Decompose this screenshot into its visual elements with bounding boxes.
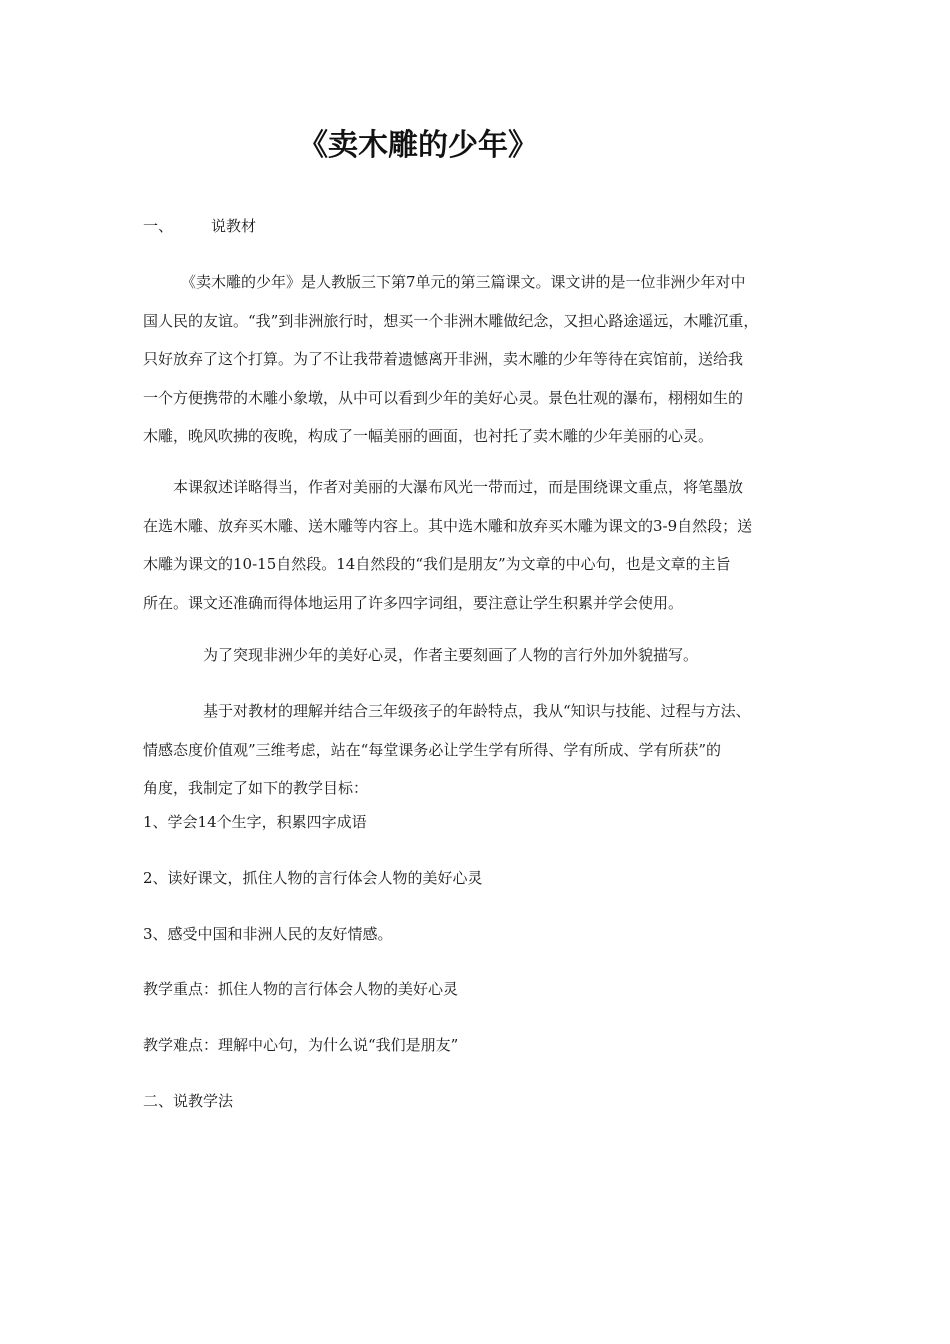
paragraph-line: 角度，我制定了如下的教学目标： <box>143 779 369 797</box>
goal-item: 1、学会14个生字，积累四字成语 <box>143 813 367 831</box>
paragraph-teaching-goals-intro <box>143 692 811 808</box>
section-heading-textbook <box>143 216 256 236</box>
paragraph-line: 木雕为课文的10-15自然段。14自然段的“我们是朋友”为文章的中心句，也是文章的主旨 <box>143 555 731 573</box>
teaching-difficulty: 教学难点：理解中心句，为什么说“我们是朋友” <box>143 1036 459 1054</box>
paragraph-line: 木雕，晚风吹拂的夜晚，构成了一幅美丽的画面，也衬托了卖木雕的少年美丽的心灵。 <box>143 427 714 445</box>
paragraph-line: 一个方便携带的木雕小象墩，从中可以看到少年的美好心灵。景色壮观的瀑布，栩栩如生的 <box>143 388 744 407</box>
goal-item: 2、读好课文，抓住人物的言行体会人物的美好心灵 <box>143 869 483 887</box>
teaching-key-point: 教学重点：抓住人物的言行体会人物的美好心灵 <box>143 980 459 998</box>
paragraph-line: 《卖木雕的少年》是人教版三下第7单元的第三篇课文。课文讲的是一位非洲少年对中 <box>181 273 746 291</box>
paragraph-line: 所在。课文还准确而得体地运用了许多四字词组，要注意让学生积累并学会使用。 <box>143 593 684 612</box>
document-title: 《卖木雕的少年》 <box>298 128 538 163</box>
paragraph-line: 情感态度价值观”三维考虑，站在“每堂课务必让学生学有所得、学有所成、学有所获”的 <box>143 740 722 759</box>
section-label: 说教材 <box>211 217 257 235</box>
paragraph-textbook-intro <box>143 263 811 456</box>
paragraph-line: 国人民的友谊。“我”到非洲旅行时，想买一个非洲木雕做纪念，又担心路途遥远，木雕沉重， <box>143 311 759 330</box>
paragraph-line: 只好放弃了这个打算。为了不让我带着遗憾离开非洲，卖木雕的少年等待在宾馆前，送给我 <box>143 350 744 368</box>
paragraph-line: 在选木雕、放弃买木雕、送木雕等内容上。其中选木雕和放弃买木雕为课文的3-9自然段；送 <box>143 516 753 535</box>
section-heading-methods: 二、说教学法 <box>143 1092 234 1110</box>
paragraph-line: 基于对教材的理解并结合三年级孩子的年龄特点，我从“知识与技能、过程与方法、 <box>203 702 751 720</box>
paragraph-character-portrayal: 为了突现非洲少年的美好心灵，作者主要刻画了人物的言行外加外貌描写。 <box>203 646 699 664</box>
section-number: 一、 <box>143 217 174 235</box>
paragraph-line: 本课叙述详略得当，作者对美丽的大瀑布风光一带而过，而是围绕课文重点，将笔墨放 <box>173 478 744 496</box>
goal-item: 3、感受中国和非洲人民的友好情感。 <box>143 925 393 943</box>
paragraph-narrative-structure <box>143 468 811 622</box>
